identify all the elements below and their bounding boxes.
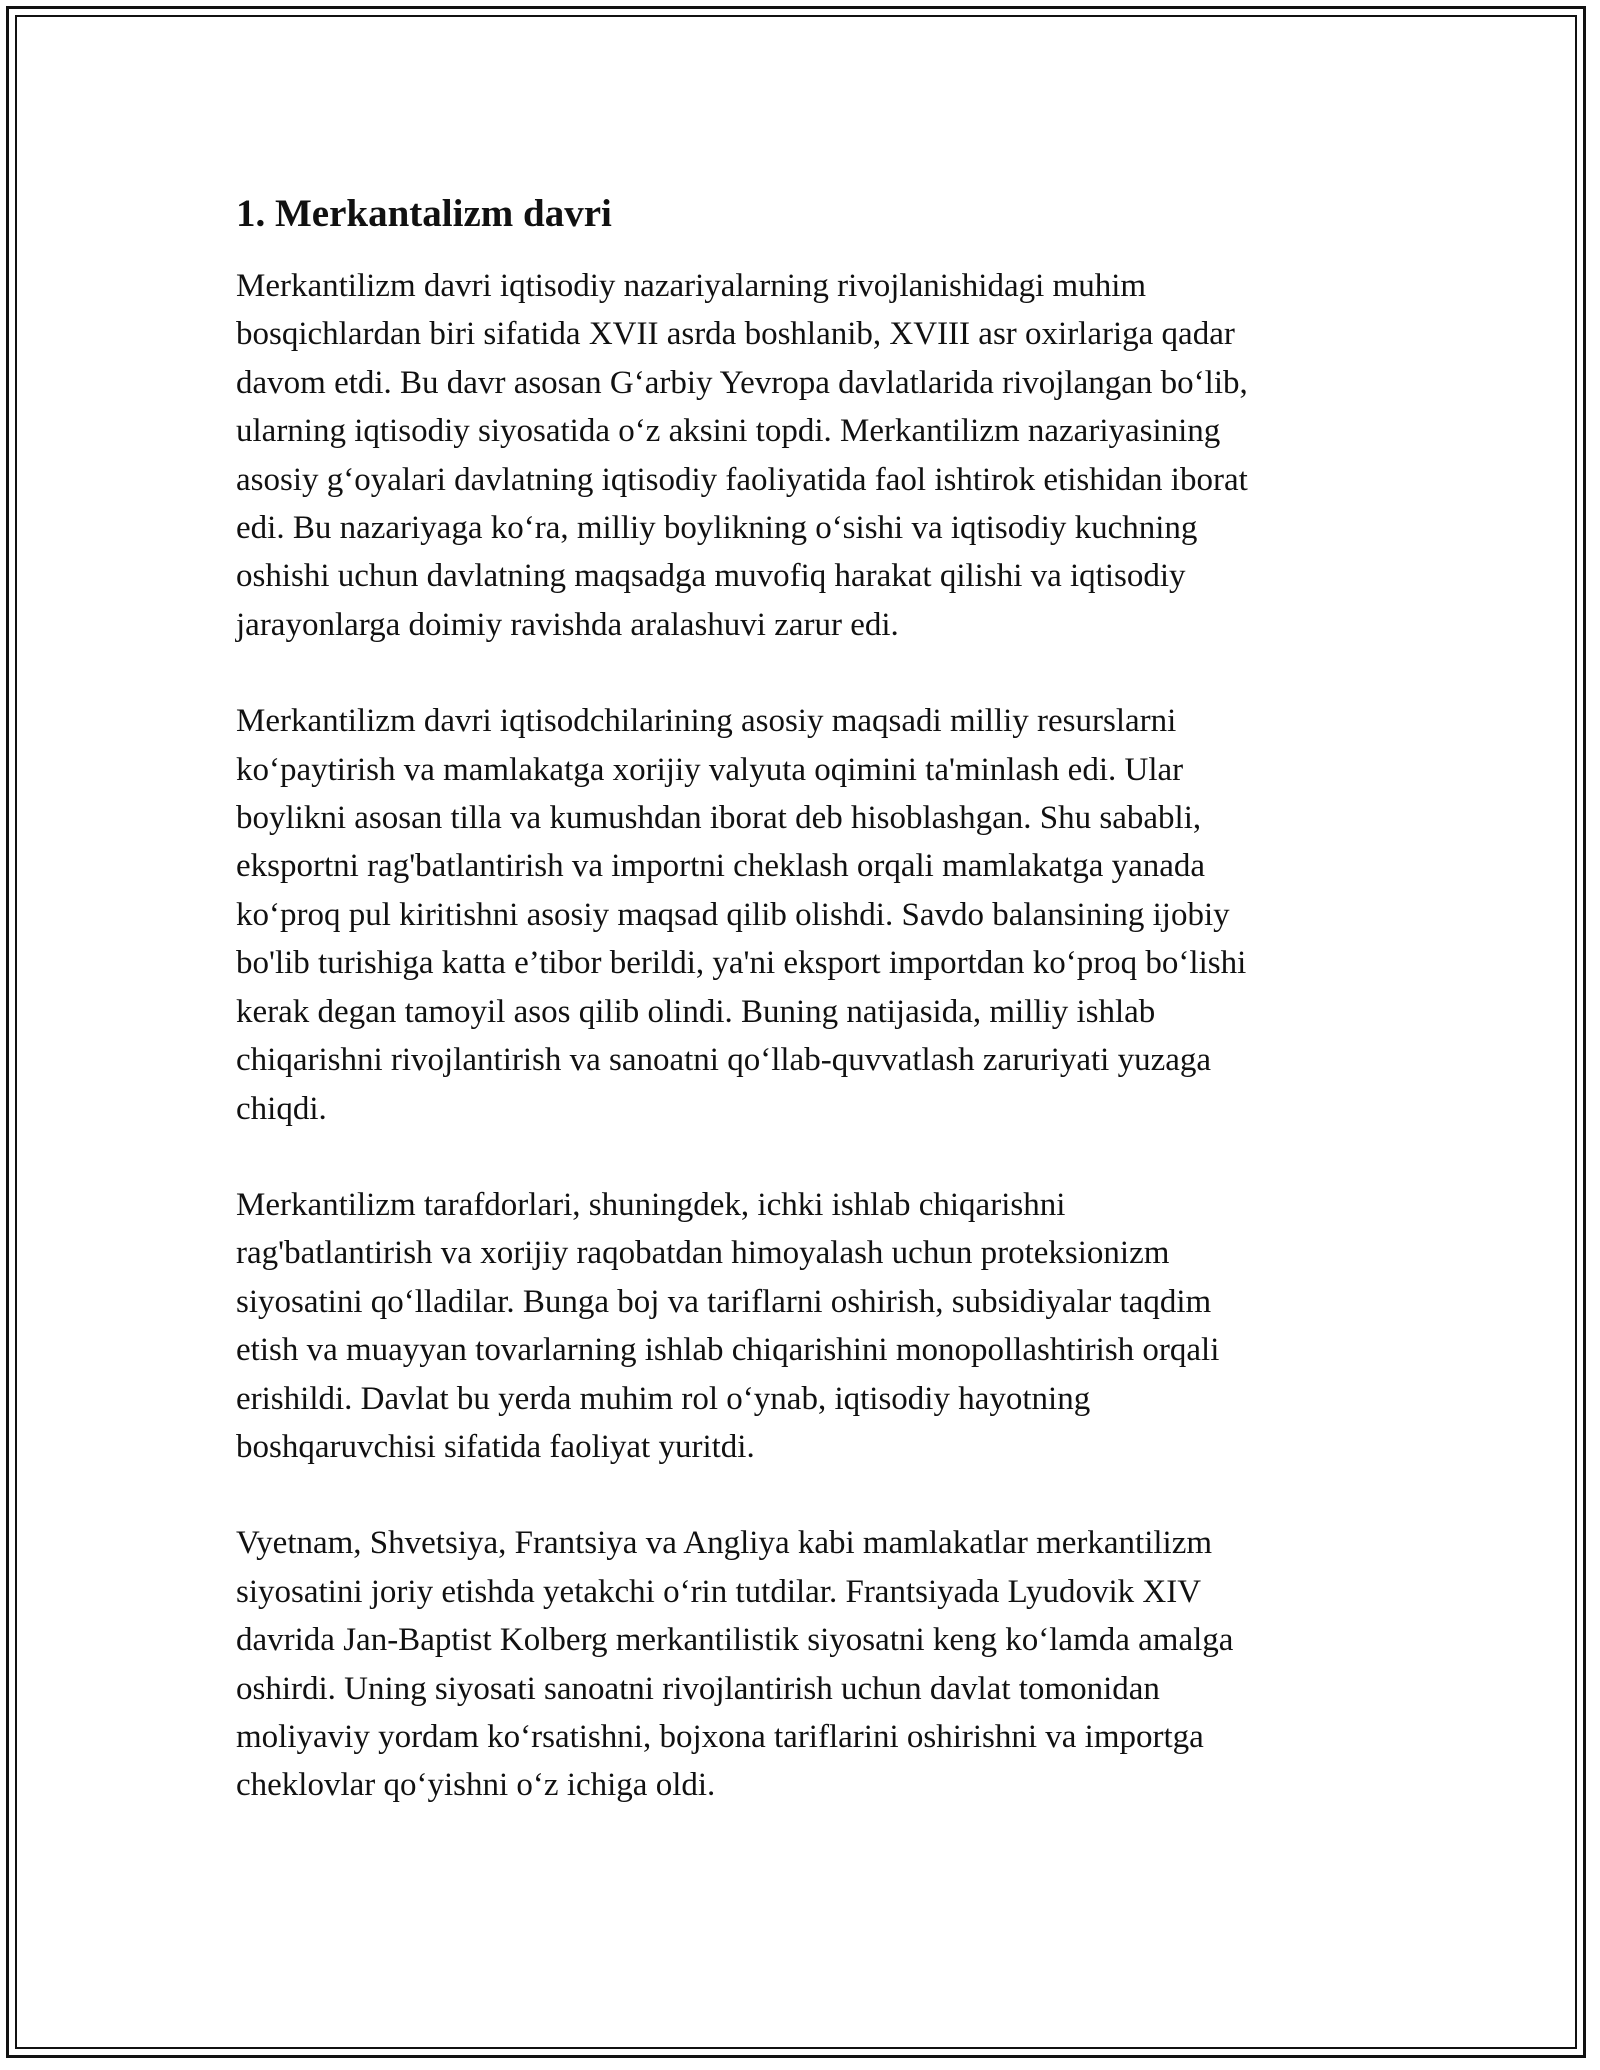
paragraph-line: Merkantilizm tarafdorlari, shuningdek, ichki ishlab chiqarishni (236, 1186, 1066, 1223)
paragraph-line: siyosatini joriy etishda yetakchi o‘rin tutdilar. Frantsiyada Lyudovik XIV (236, 1573, 1202, 1610)
paragraph-line: davom etdi. Bu davr asosan G‘arbiy Yevropa davlatlarida rivojlangan bo‘lib, (236, 364, 1248, 401)
paragraph-line: Vyetnam, Shvetsiya, Frantsiya va Angliya kabi mamlakatlar merkantilizm (236, 1525, 1213, 1562)
paragraph-line: boylikni asosan tilla va kumushdan iborat deb hisoblashgan. Shu sababli, (236, 800, 1202, 837)
paragraph-line: chiqdi. (236, 1090, 327, 1127)
paragraph-line: ko‘paytirish va mamlakatga xorijiy valyuta oqimini ta'minlash edi. Ular (236, 751, 1184, 788)
document-body (236, 190, 1376, 1858)
paragraph-line: bo'lib turishiga katta e’tibor berildi, ya'ni eksport importdan ko‘proq bo‘lishi (236, 945, 1247, 982)
paragraph-line: moliyaviy yordam ko‘rsatishni, bojxona tariflarini oshirishni va importga (236, 1718, 1204, 1755)
paragraph-line: cheklovlar qo‘yishni o‘z ichiga oldi. (236, 1767, 716, 1804)
paragraph-line: erishildi. Davlat bu yerda muhim rol o‘ynab, iqtisodiy hayotning (236, 1380, 1091, 1417)
paragraph-line: etish va muayyan tovarlarning ishlab chiqarishini monopollashtirish orqali (236, 1332, 1220, 1369)
paragraph-line: rag'batlantirish va xorijiy raqobatdan himoyalash uchun proteksionizm (236, 1235, 1170, 1272)
paragraph-line: Merkantilizm davri iqtisodchilarining asosiy maqsadi milliy resurslarni (236, 703, 1177, 740)
paragraph-3 (236, 1181, 1376, 1471)
paragraph-line: ularning iqtisodiy siyosatida o‘z aksini topdi. Merkantilizm nazariyasining (236, 413, 1221, 450)
paragraph-4 (236, 1519, 1376, 1809)
paragraph-line: Merkantilizm davri iqtisodiy nazariyalarning rivojlanishidagi muhim (236, 268, 1147, 304)
paragraph-line: ko‘proq pul kiritishni asosiy maqsad qilib olishdi. Savdo balansining ijobiy (236, 896, 1230, 933)
paragraph-line: eksportni rag'batlantirish va importni cheklash orqali mamlakatga yanada (236, 848, 1206, 885)
paragraph-line: bosqichlardan biri sifatida XVII asrda boshlanib, XVIII asr oxirlariga qadar (236, 316, 1235, 353)
paragraph-line: davrida Jan-Baptist Kolberg merkantilistik siyosatni keng ko‘lamda amalga (236, 1622, 1234, 1659)
paragraph-line: chiqarishni rivojlantirish va sanoatni qo‘llab-quvvatlash zaruriyati yuzaga (236, 1042, 1212, 1079)
paragraph-2 (236, 697, 1376, 1133)
paragraph-line: kerak degan tamoyil asos qilib olindi. Buning natijasida, milliy ishlab (236, 993, 1156, 1030)
paragraph-line: asosiy g‘oyalari davlatning iqtisodiy faoliyatida faol ishtirok etishidan iborat (236, 461, 1248, 498)
paragraph-line: edi. Bu nazariyaga ko‘ra, milliy boylikning o‘sishi va iqtisodiy kuchning (236, 510, 1198, 547)
paragraph-line: oshishi uchun davlatning maqsadga muvofiq harakat qilishi va iqtisodiy (236, 558, 1186, 595)
paragraph-1 (236, 262, 1376, 649)
paragraph-line: oshirdi. Uning siyosati sanoatni rivojlantirish uchun davlat tomonidan (236, 1670, 1160, 1707)
paragraph-line: siyosatini qo‘lladilar. Bunga boj va tariflarni oshirish, subsidiyalar taqdim (236, 1283, 1212, 1320)
section-heading: 1. Merkantalizm davri (236, 192, 612, 235)
paragraph-line: jarayonlarga doimiy ravishda aralashuvi zarur edi. (236, 606, 899, 643)
paragraph-line: boshqaruvchisi sifatida faoliyat yuritdi. (236, 1428, 755, 1465)
